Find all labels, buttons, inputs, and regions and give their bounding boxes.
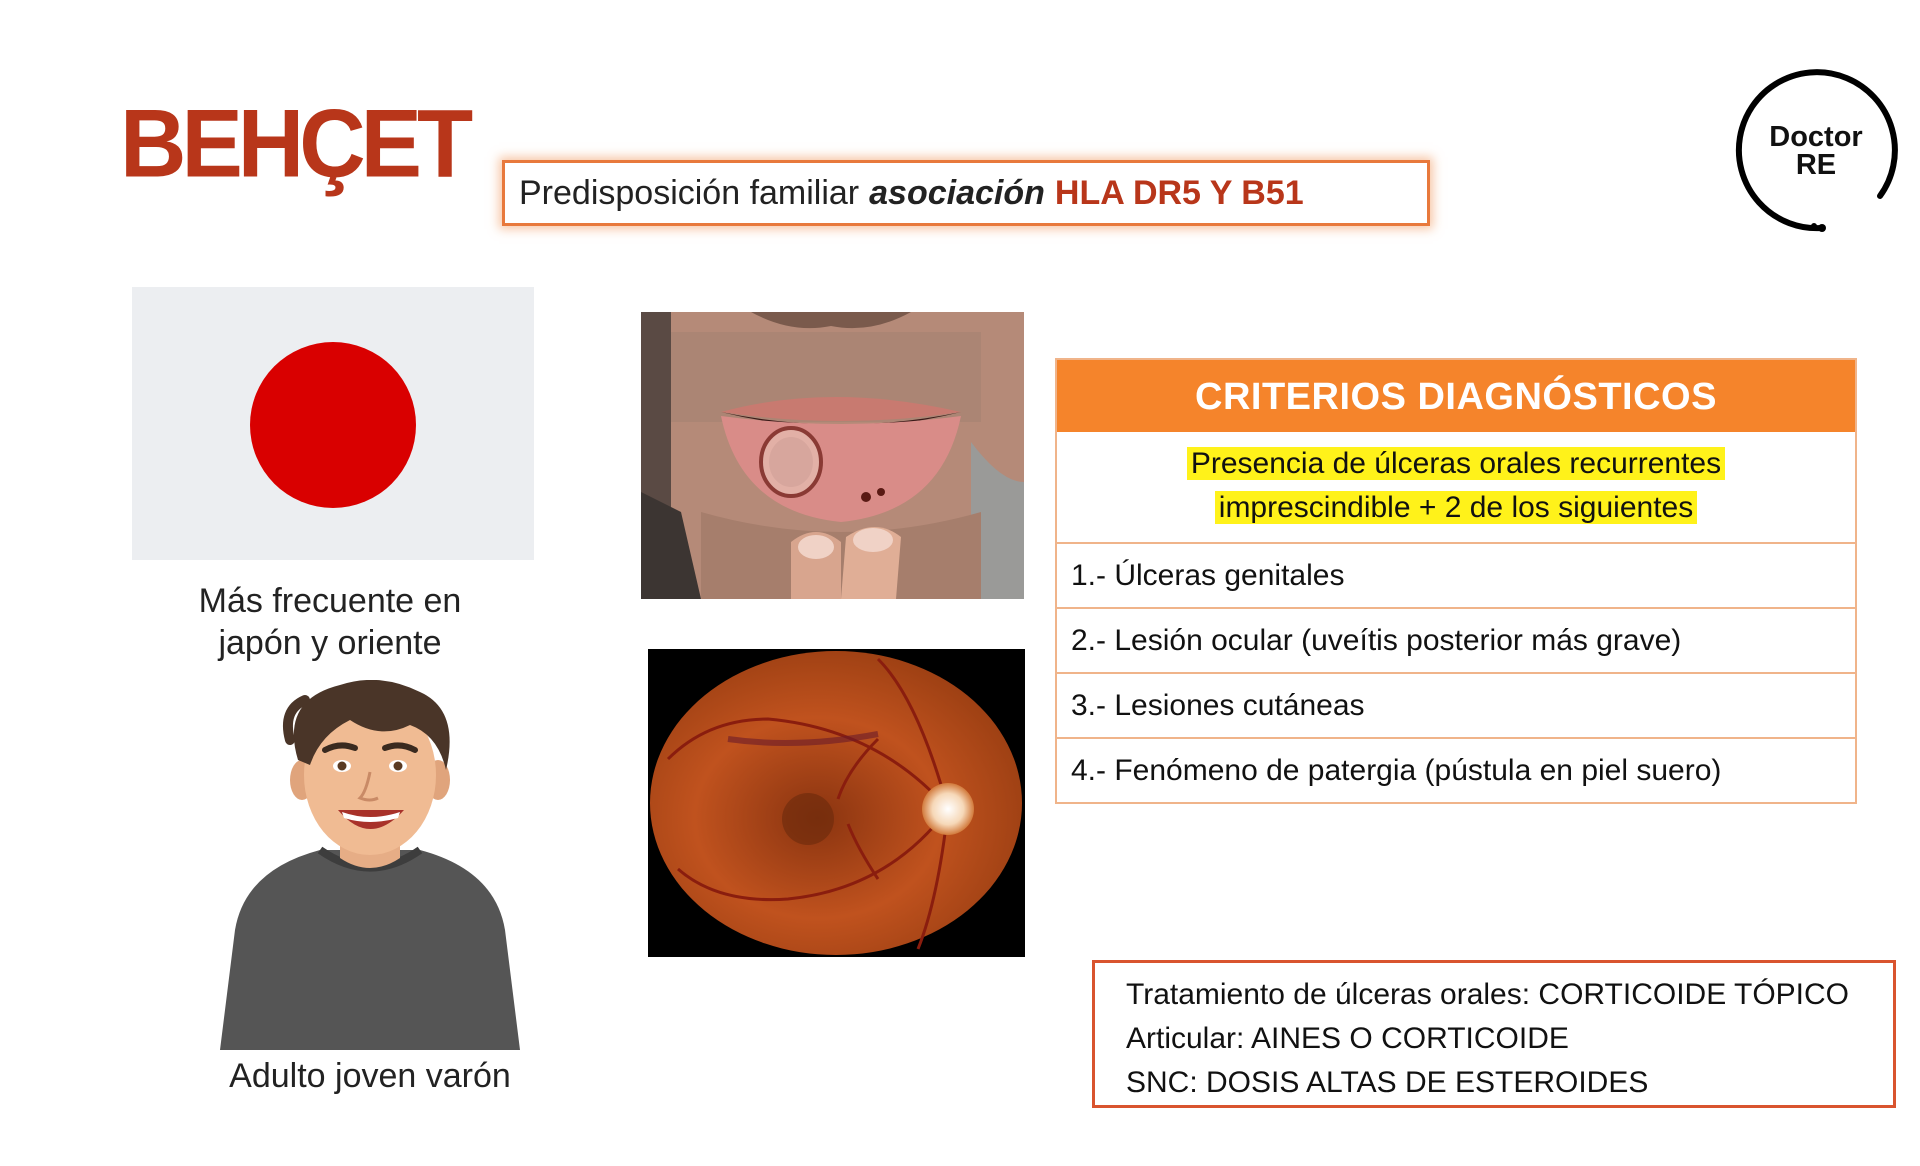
frequency-caption-line2: japón y oriente [218,624,442,662]
oral-ulcer-photo [641,312,1024,599]
logo-line2: RE [1795,149,1837,181]
treatment-line: Tratamiento de úlceras orales: CORTICOIDE TÓPICO [1126,978,1850,1011]
criteria-item: 1.- Úlceras genitales [1057,544,1855,609]
hla-text-highlight: HLA DR5 Y B51 [1054,173,1304,212]
criteria-header: CRITERIOS DIAGNÓSTICOS [1057,360,1855,432]
hla-association-box [502,160,1430,226]
logo-line1: Doctor [1769,121,1863,153]
adult-caption: Adulto joven varón [229,1057,511,1095]
frequency-caption [150,580,510,664]
criteria-item: 3.- Lesiones cutáneas [1057,674,1855,739]
page-title: BEHÇET [120,90,469,198]
japan-flag-icon [132,287,534,560]
criteria-item: 2.- Lesión ocular (uveítis posterior más grave) [1057,609,1855,674]
criteria-intro-line2: imprescindible + 2 de los siguientes [1215,491,1697,524]
frequency-caption-line1: Más frecuente en [198,582,462,620]
flag-sun-disc [250,342,416,508]
treatment-box [1092,960,1896,1108]
treatment-line: SNC: DOSIS ALTAS DE ESTEROIDES [1126,1066,1649,1099]
fundus-photo [648,649,1025,957]
treatment-line: Articular: AINES O CORTICOIDE [1126,1022,1569,1055]
criteria-intro-line1: Presencia de úlceras orales recurrentes [1187,447,1725,480]
young-man-illustration [210,680,530,1050]
hla-text-regular: Predisposición familiar [519,173,860,212]
criteria-table [1055,358,1857,804]
criteria-item: 4.- Fenómeno de patergia (pústula en piel suero) [1071,754,1722,787]
criteria-intro [1057,432,1855,544]
hla-text-bold-italic: asociación [869,173,1045,212]
doctor-re-logo [1730,66,1902,238]
